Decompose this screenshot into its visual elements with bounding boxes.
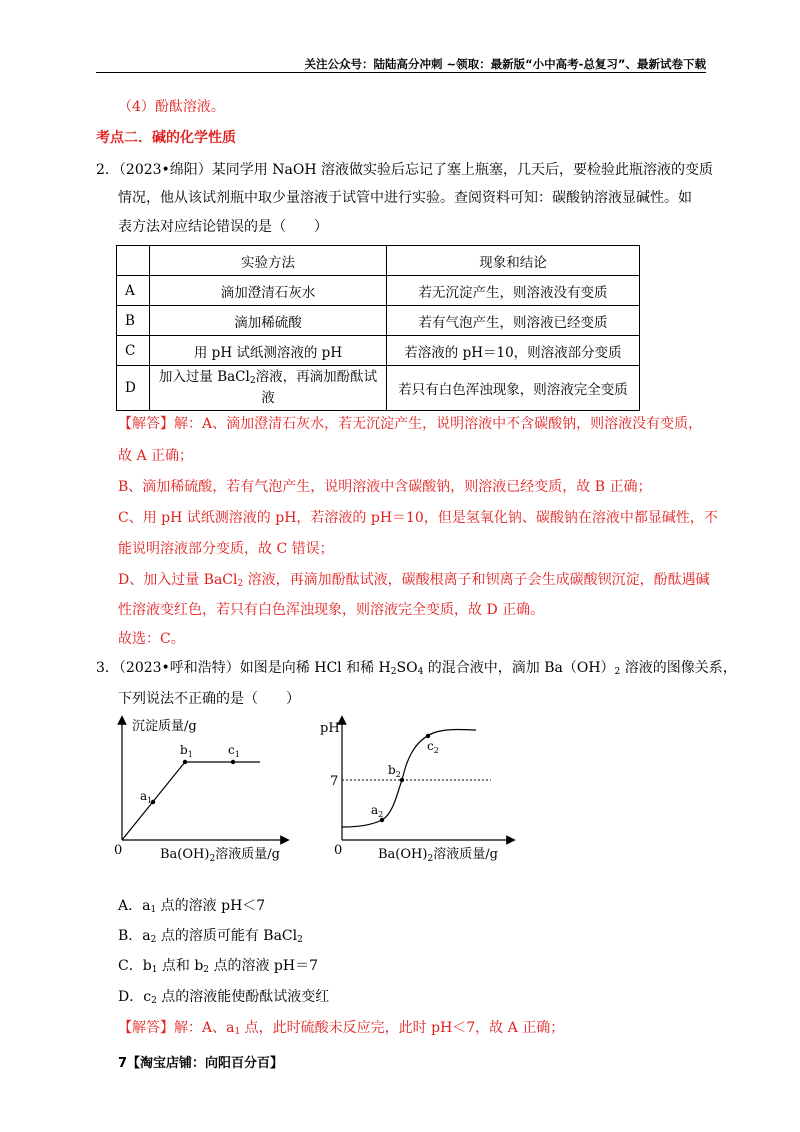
option-text: 点的溶液能使酚酞试液变红	[156, 989, 330, 1005]
method-subscript: 2	[249, 376, 256, 386]
method-text: 加入过量 BaCl	[158, 369, 250, 385]
stem-text: 3．（2023•呼和浩特）如图是向稀 HCl 和稀 H	[96, 660, 391, 676]
result-cell: 若有气泡产生，则溶液已经变质	[387, 306, 640, 336]
answer-subscript: 2	[237, 579, 244, 589]
point-c2	[426, 734, 430, 738]
option-text: C．b	[118, 958, 152, 974]
answer-subscript: 1	[234, 1027, 241, 1037]
option-text: 点的溶液 pH＜7	[156, 898, 266, 914]
q3-option-d	[118, 987, 329, 1011]
point-label-c2: $c_2$	[427, 739, 439, 755]
q2-answer-line4: C、用 pH 试纸测溶液的 pH，若溶液的 pH＝10，但是氢氧化钠、碳酸钠在溶液中都显碱性，不	[118, 510, 718, 526]
q2-stem-line1: 2．（2023•绵阳）某同学用 NaOH 溶液做实验后忘记了塞上瓶塞，几天后，要检验此瓶溶液的变质	[96, 162, 713, 178]
option-cell: C	[117, 336, 150, 366]
q2-answer-line8: 故选：C。	[118, 631, 185, 647]
ph-curve	[342, 730, 476, 828]
q3-option-c	[118, 956, 318, 980]
q3-option-b	[118, 926, 303, 950]
method-text: 液	[261, 390, 275, 406]
point-label-a2: $a_2$	[371, 803, 384, 819]
point-label-b1: $b_1$	[180, 743, 193, 759]
q2-stem-line3: 表方法对应结论错误的是（ ）	[118, 219, 328, 235]
method-cell	[150, 366, 387, 411]
stem-subscript: 2	[614, 667, 621, 677]
option-subscript: 1	[151, 965, 158, 975]
option-subscript: 2	[297, 935, 303, 945]
option-text: 点的溶质可能有 BaCl	[156, 928, 298, 944]
answer-text: 点，此时硫酸未反应完，此时 pH＜7，故 A 正确；	[240, 1020, 565, 1036]
result-cell: 若只有白色浑浊现象，则溶液完全变质	[387, 366, 640, 411]
result-cell: 若溶液的 pH＝10，则溶液部分变质	[387, 336, 640, 366]
experiment-table	[116, 245, 640, 411]
page-footer: 7【淘宝店铺：向阳百分百】	[118, 1056, 284, 1071]
header-rule	[96, 72, 706, 73]
origin-label: 0	[114, 843, 123, 858]
table-row	[117, 276, 640, 306]
y-axis-label: 沉淀质量/g	[132, 719, 197, 734]
ph7-tick-label: 7	[330, 774, 339, 789]
option-text: D．c	[118, 989, 152, 1005]
table-row	[117, 336, 640, 366]
q2-stem-line2: 情况，他从该试剂瓶中取少量溶液于试管中进行实验。查阅资料可知：碳酸钠溶液显碱性。如	[118, 190, 692, 206]
table-header-cell: 现象和结论	[387, 246, 640, 276]
q2-answer-line2: 故 A 正确；	[118, 448, 194, 464]
prev-item-text: （4）酚酞溶液。	[118, 99, 225, 115]
table-header-row	[117, 246, 640, 276]
option-text: A．a	[118, 898, 151, 914]
point-label-c1: $c_1$	[228, 743, 240, 759]
table-header-cell: 实验方法	[150, 246, 387, 276]
y-axis-label: pH	[320, 721, 340, 736]
origin-label: 0	[334, 843, 343, 858]
x-axis-label: $Ba(OH)_2$溶液质量/g	[378, 847, 498, 864]
point-label-b2: $b_2$	[388, 763, 401, 779]
option-text: 点和 b	[157, 958, 204, 974]
q3-option-a	[118, 896, 265, 920]
option-cell: D	[117, 366, 150, 411]
x-axis-label: $Ba(OH)_2$溶液质量/g	[160, 847, 280, 864]
result-cell: 若无沉淀产生，则溶液没有变质	[387, 276, 640, 306]
section-title: 考点二．碱的化学性质	[96, 130, 236, 146]
q2-answer-line7: 性溶液变红色，若只有白色浑浊现象，则溶液完全变质，故 D 正确。	[118, 602, 545, 618]
method-text: 溶液，再滴加酚酞试	[255, 369, 378, 385]
option-cell: B	[117, 306, 150, 336]
answer-text: 【解答】解：A、a	[118, 1020, 235, 1036]
q2-answer-line3: B、滴加稀硫酸，若有气泡产生，说明溶液中含碳酸钠，则溶液已经变质，故 B 正确；	[118, 479, 652, 495]
q2-answer-line6	[118, 570, 710, 594]
answer-text: D、加入过量 BaCl	[118, 572, 238, 588]
stem-text: 的混合液中，滴加 Ba（OH）	[423, 660, 615, 676]
method-cell: 滴加澄清石灰水	[150, 276, 387, 306]
stem-text: SO	[396, 660, 418, 676]
option-cell: A	[117, 276, 150, 306]
ph-graph	[316, 712, 516, 872]
table-row	[117, 366, 640, 411]
q3-stem-line1	[96, 658, 737, 682]
q2-answer-line5: 能说明溶液部分变质，故 C 错误；	[118, 541, 334, 557]
option-text: 点的溶液 pH＝7	[209, 958, 319, 974]
table-header-cell	[117, 246, 150, 276]
stem-subscript: 2	[390, 667, 397, 677]
stem-text: 溶液的图像关系，	[620, 660, 737, 676]
option-subscript: 2	[151, 996, 157, 1006]
answer-text: 溶液，再滴加酚酞试液，碳酸根离子和钡离子会生成碳酸钡沉淀，酚酞遇碱	[243, 572, 710, 588]
option-subscript: 1	[150, 905, 157, 915]
precipitate-mass-graph	[100, 712, 290, 872]
point-label-a1: $a_1$	[140, 789, 153, 805]
page-header: 关注公众号：陆陆高分冲刺 ~领取：最新版“小中高考-总复习”、最新试卷下载	[304, 57, 706, 71]
method-cell: 用 pH 试纸测溶液的 pH	[150, 336, 387, 366]
method-cell: 滴加稀硫酸	[150, 306, 387, 336]
point-b1	[183, 760, 187, 764]
option-text: B．a	[118, 928, 151, 944]
stem-subscript: 4	[417, 667, 424, 677]
point-c1	[231, 760, 235, 764]
q3-answer-line1	[118, 1018, 564, 1042]
q2-answer-line1: 【解答】解：A、滴加澄清石灰水，若无沉淀产生，说明溶液中不含碳酸钠，则溶液没有变质，	[118, 416, 703, 432]
option-subscript: 2	[150, 935, 157, 945]
table-row	[117, 306, 640, 336]
q3-stem-line2: 下列说法不正确的是（ ）	[118, 691, 300, 707]
option-subscript: 2	[203, 965, 210, 975]
